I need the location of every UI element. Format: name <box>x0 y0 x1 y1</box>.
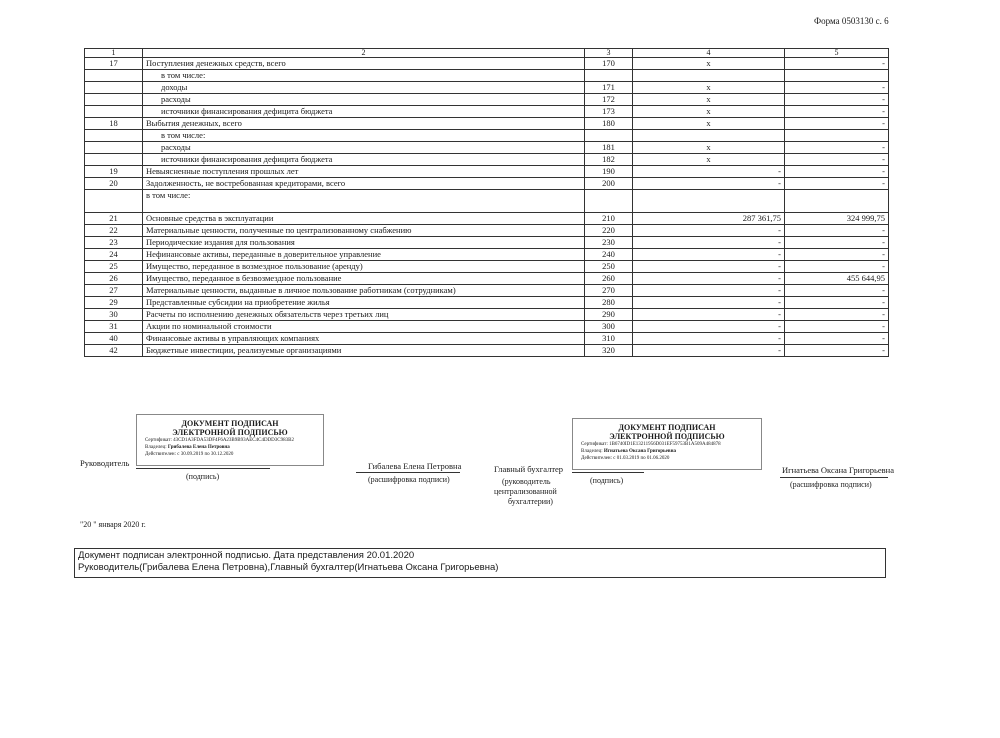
row-label-cell: Имущество, переданное в безвозмездное пользование <box>143 273 585 285</box>
row-number-cell: 23 <box>85 237 143 249</box>
row-value-col5-cell: - <box>785 118 889 130</box>
row-value-col4-cell: - <box>633 297 785 309</box>
row-number-cell <box>85 82 143 94</box>
row-value-col5-cell <box>785 130 889 142</box>
row-value-col5-cell: - <box>785 94 889 106</box>
head-name-caption: (расшифровка подписи) <box>368 475 450 484</box>
row-value-col5-cell: - <box>785 309 889 321</box>
table-row <box>85 321 889 333</box>
accountant-name-line <box>780 477 888 478</box>
row-number-cell <box>85 190 143 213</box>
row-number-cell: 20 <box>85 178 143 190</box>
table-row <box>85 130 889 142</box>
row-number-cell <box>85 142 143 154</box>
row-number-cell <box>85 70 143 82</box>
row-value-col4-cell: x <box>633 154 785 166</box>
row-value-col5-cell: - <box>785 237 889 249</box>
table-row <box>85 190 889 213</box>
table-row <box>85 345 889 357</box>
signature-stamp-chief-accountant <box>572 418 762 470</box>
header-cell: 5 <box>785 49 889 58</box>
row-value-col4-cell: - <box>633 333 785 345</box>
row-code-cell: 260 <box>585 273 633 285</box>
stamp-valid-row: Действителен: с 30.09.2019 по 30.12.2020 <box>145 452 234 457</box>
row-value-col5-cell: - <box>785 261 889 273</box>
row-value-col4-cell: - <box>633 345 785 357</box>
row-value-col5-cell: - <box>785 142 889 154</box>
row-value-col4-cell: - <box>633 309 785 321</box>
row-code-cell: 220 <box>585 225 633 237</box>
row-value-col4-cell: x <box>633 106 785 118</box>
stamp-title: ДОКУМЕНТ ПОДПИСАН <box>618 423 716 432</box>
head-name-line <box>356 472 460 473</box>
row-value-col4-cell <box>633 130 785 142</box>
table-row <box>85 273 889 285</box>
row-label-cell: Задолженность, не востребованная кредиторами, всего <box>143 178 585 190</box>
row-number-cell: 29 <box>85 297 143 309</box>
row-label-cell: Бюджетные инвестиции, реализуемые организациями <box>143 345 585 357</box>
accountant-signature-line <box>572 472 644 473</box>
row-value-col4-cell: - <box>633 225 785 237</box>
row-label-cell: Акции по номинальной стоимости <box>143 321 585 333</box>
row-label-cell: расходы <box>143 142 585 154</box>
row-number-cell: 27 <box>85 285 143 297</box>
row-number-cell <box>85 94 143 106</box>
table-row <box>85 70 889 82</box>
row-code-cell <box>585 130 633 142</box>
row-value-col4-cell: - <box>633 249 785 261</box>
header-cell: 3 <box>585 49 633 58</box>
table-row <box>85 285 889 297</box>
stamp-cert-row: Сертификат: 43CD1A3FDA53DF4F6A23B9B93AEC4C4DDD3C983B2 <box>145 438 294 443</box>
row-code-cell: 170 <box>585 58 633 70</box>
head-name: Гибалева Елена Петровна <box>368 461 462 471</box>
chief-accountant-sub1: (руководитель <box>502 477 551 486</box>
table-row <box>85 309 889 321</box>
row-number-cell: 26 <box>85 273 143 285</box>
report-table <box>84 48 889 357</box>
form-label: Форма 0503130 с. 6 <box>814 16 889 26</box>
row-value-col4-cell: - <box>633 273 785 285</box>
table-row <box>85 94 889 106</box>
head-signature-caption: (подпись) <box>186 472 220 481</box>
row-value-col5-cell <box>785 70 889 82</box>
row-label-cell: Поступления денежных средств, всего <box>143 58 585 70</box>
row-value-col4-cell: x <box>633 94 785 106</box>
table-row <box>85 237 889 249</box>
head-label: Руководитель <box>80 458 130 468</box>
table-row <box>85 142 889 154</box>
table-row <box>85 58 889 70</box>
table-row <box>85 225 889 237</box>
row-code-cell: 171 <box>585 82 633 94</box>
row-value-col5-cell: - <box>785 58 889 70</box>
row-value-col4-cell: - <box>633 261 785 273</box>
row-value-col4-cell: - <box>633 178 785 190</box>
row-value-col5-cell: - <box>785 321 889 333</box>
row-value-col4-cell: x <box>633 118 785 130</box>
row-number-cell: 40 <box>85 333 143 345</box>
chief-accountant-sub2: централизованной <box>494 487 557 496</box>
row-label-cell: Имущество, переданное в возмездное пользование (аренду) <box>143 261 585 273</box>
row-value-col4-cell: - <box>633 321 785 333</box>
row-label-cell: источники финансирования дефицита бюджета <box>143 106 585 118</box>
table-row <box>85 178 889 190</box>
row-value-col5-cell: - <box>785 285 889 297</box>
row-value-col4-cell: - <box>633 166 785 178</box>
row-code-cell: 182 <box>585 154 633 166</box>
row-number-cell: 30 <box>85 309 143 321</box>
table-row <box>85 166 889 178</box>
row-value-col5-cell: - <box>785 166 889 178</box>
row-code-cell: 270 <box>585 285 633 297</box>
table-row <box>85 213 889 225</box>
row-code-cell: 320 <box>585 345 633 357</box>
stamp-owner-row: Владелец: Игнатьева Оксана Григорьевна <box>581 449 676 454</box>
row-label-cell: Финансовые активы в управляющих компаниях <box>143 333 585 345</box>
row-value-col5-cell: 455 644,95 <box>785 273 889 285</box>
row-code-cell: 290 <box>585 309 633 321</box>
accountant-signature-caption: (подпись) <box>590 476 624 485</box>
row-number-cell: 24 <box>85 249 143 261</box>
stamp-cert-row: Сертификат: 1B6740ID1E13211956D031EF59753B1A509A484878 <box>581 442 721 447</box>
row-number-cell <box>85 154 143 166</box>
row-value-col5-cell: - <box>785 249 889 261</box>
row-label-cell: расходы <box>143 94 585 106</box>
row-value-col5-cell: - <box>785 345 889 357</box>
chief-accountant-label: Главный бухгалтер <box>494 464 564 474</box>
table-row <box>85 261 889 273</box>
table-row <box>85 118 889 130</box>
e-signature-notice <box>74 548 886 578</box>
row-number-cell: 18 <box>85 118 143 130</box>
row-code-cell: 240 <box>585 249 633 261</box>
date-line: "20 " января 2020 г. <box>80 520 146 529</box>
row-label-cell: Невыясненные поступления прошлых лет <box>143 166 585 178</box>
row-value-col5-cell: - <box>785 178 889 190</box>
row-number-cell <box>85 130 143 142</box>
header-cell: 4 <box>633 49 785 58</box>
table-row <box>85 333 889 345</box>
row-number-cell: 19 <box>85 166 143 178</box>
row-value-col4-cell: x <box>633 142 785 154</box>
row-label-cell: Материальные ценности, полученные по централизованному снабжению <box>143 225 585 237</box>
row-code-cell <box>585 70 633 82</box>
row-label-cell: Представленные субсидии на приобретение жилья <box>143 297 585 309</box>
row-code-cell: 280 <box>585 297 633 309</box>
row-code-cell <box>585 190 633 213</box>
row-value-col5-cell: 324 999,75 <box>785 213 889 225</box>
table-header-row <box>85 49 889 58</box>
row-value-col4-cell: - <box>633 237 785 249</box>
row-label-cell: Расчеты по исполнению денежных обязательств через третьих лиц <box>143 309 585 321</box>
row-code-cell: 190 <box>585 166 633 178</box>
signature-stamp-head <box>136 414 324 466</box>
notice-line-1: Документ подписан электронной подписью. Дата представления 20.01.2020 <box>78 550 415 561</box>
row-value-col5-cell: - <box>785 225 889 237</box>
row-value-col5-cell: - <box>785 333 889 345</box>
row-code-cell: 230 <box>585 237 633 249</box>
row-value-col5-cell <box>785 190 889 213</box>
row-number-cell: 42 <box>85 345 143 357</box>
row-code-cell: 173 <box>585 106 633 118</box>
table-row <box>85 82 889 94</box>
row-code-cell: 200 <box>585 178 633 190</box>
table-row <box>85 154 889 166</box>
row-value-col4-cell <box>633 190 785 213</box>
stamp-valid-row: Действителен: с 01.03.2019 по 01.06.2020 <box>581 456 670 461</box>
row-code-cell: 310 <box>585 333 633 345</box>
row-code-cell: 300 <box>585 321 633 333</box>
chief-accountant-sub3: бухгалтерии) <box>508 497 553 506</box>
row-number-cell: 17 <box>85 58 143 70</box>
row-code-cell: 210 <box>585 213 633 225</box>
notice-line-2: Руководитель(Грибалева Елена Петровна),Главный бухгалтер(Игнатьева Оксана Григорьевна) <box>78 562 499 573</box>
row-code-cell: 250 <box>585 261 633 273</box>
table-row <box>85 249 889 261</box>
row-code-cell: 181 <box>585 142 633 154</box>
stamp-title: ДОКУМЕНТ ПОДПИСАН <box>181 419 279 428</box>
row-value-col4-cell <box>633 70 785 82</box>
row-value-col4-cell: - <box>633 285 785 297</box>
row-code-cell: 180 <box>585 118 633 130</box>
stamp-subtitle: ЭЛЕКТРОННОЙ ПОДПИСЬЮ <box>172 428 288 437</box>
row-value-col5-cell: - <box>785 106 889 118</box>
row-value-col5-cell: - <box>785 297 889 309</box>
row-label-cell: в том числе: <box>143 130 585 142</box>
accountant-name: Игнатьева Оксана Григорьевна <box>782 465 894 475</box>
row-label-cell: источники финансирования дефицита бюджета <box>143 154 585 166</box>
row-label-cell: Материальные ценности, выданные в личное пользование работникам (сотрудникам) <box>143 285 585 297</box>
table-row <box>85 297 889 309</box>
accountant-name-caption: (расшифровка подписи) <box>790 480 872 489</box>
table-row <box>85 106 889 118</box>
row-label-cell: в том числе: <box>143 190 585 213</box>
row-number-cell: 25 <box>85 261 143 273</box>
row-label-cell: в том числе: <box>143 70 585 82</box>
stamp-owner-row: Владелец: Грибалева Елена Петровна <box>145 445 230 450</box>
head-signature-line <box>136 468 270 469</box>
row-number-cell: 22 <box>85 225 143 237</box>
row-value-col4-cell: 287 361,75 <box>633 213 785 225</box>
row-value-col5-cell: - <box>785 82 889 94</box>
row-label-cell: Основные средства в эксплуатации <box>143 213 585 225</box>
row-value-col4-cell: x <box>633 58 785 70</box>
row-value-col5-cell: - <box>785 154 889 166</box>
row-label-cell: Нефинансовые активы, переданные в доверительное управление <box>143 249 585 261</box>
row-label-cell: Выбытия денежных, всего <box>143 118 585 130</box>
row-number-cell <box>85 106 143 118</box>
row-number-cell: 31 <box>85 321 143 333</box>
row-label-cell: Периодические издания для пользования <box>143 237 585 249</box>
row-label-cell: доходы <box>143 82 585 94</box>
row-number-cell: 21 <box>85 213 143 225</box>
row-code-cell: 172 <box>585 94 633 106</box>
header-cell: 2 <box>143 49 585 58</box>
row-value-col4-cell: x <box>633 82 785 94</box>
header-cell: 1 <box>85 49 143 58</box>
stamp-subtitle: ЭЛЕКТРОННОЙ ПОДПИСЬЮ <box>609 432 725 441</box>
